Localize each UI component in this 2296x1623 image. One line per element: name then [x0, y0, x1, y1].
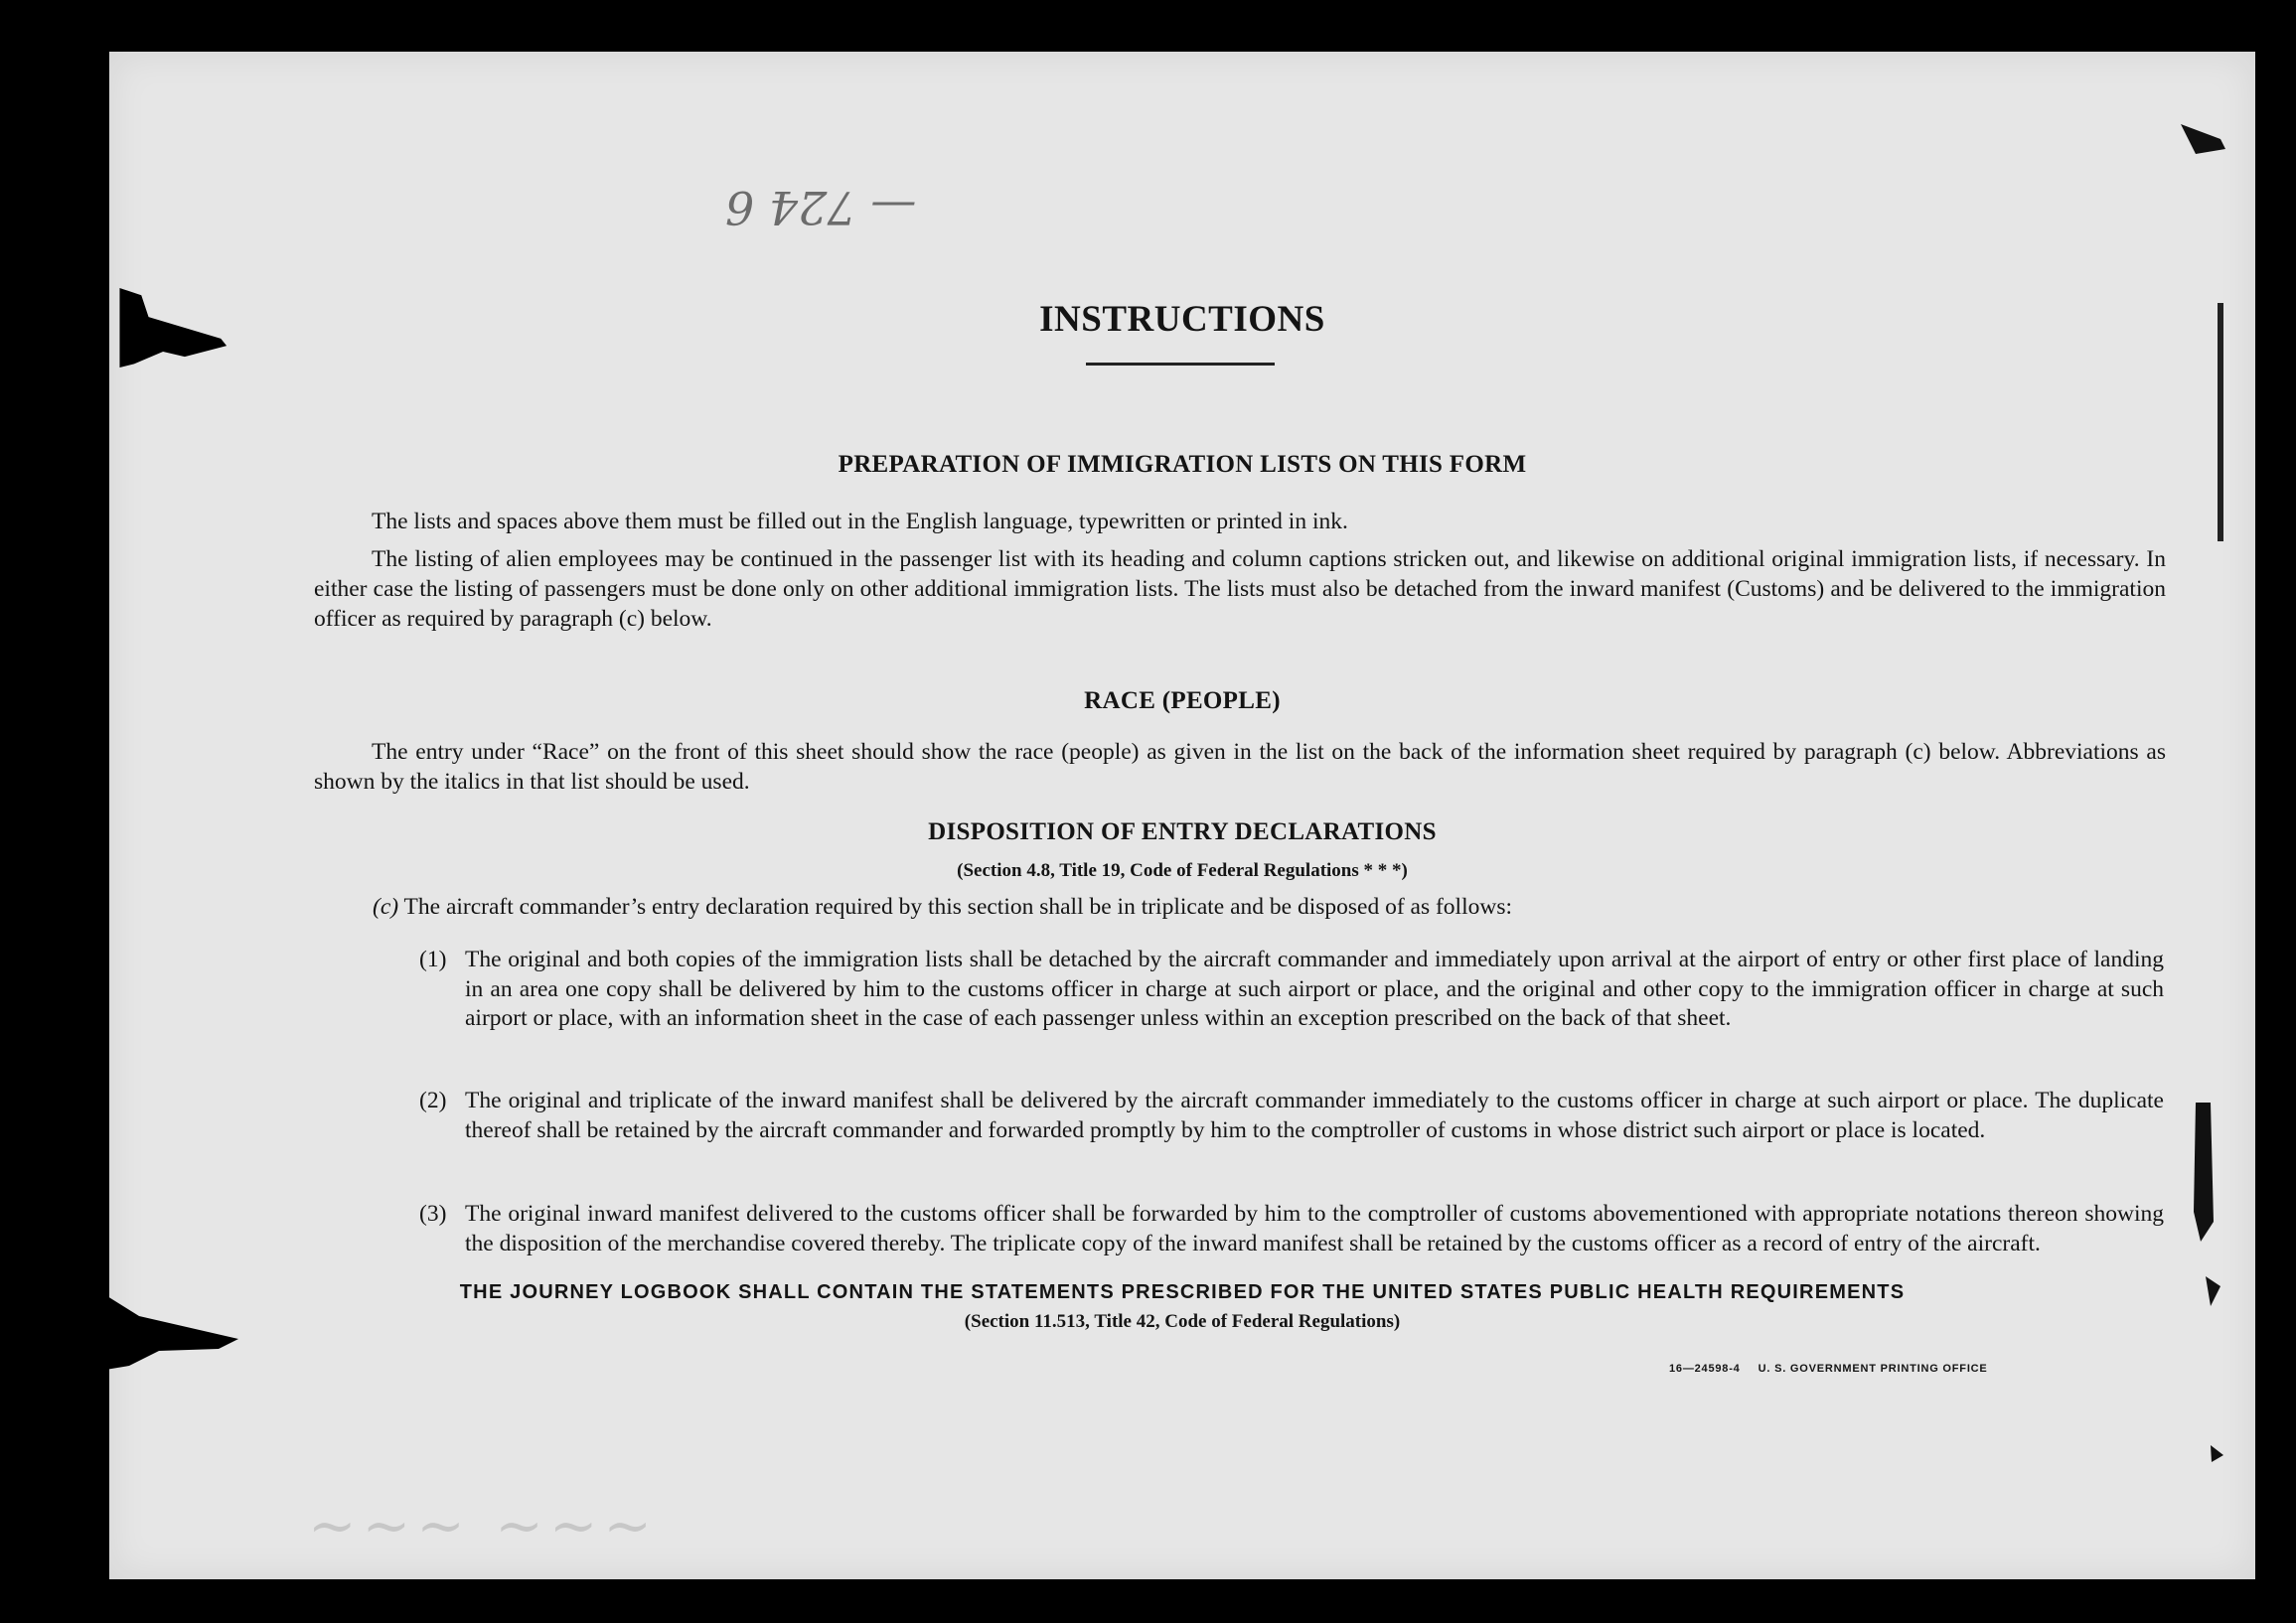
title-underline [1086, 363, 1275, 366]
paragraph-c-label: (c) [373, 894, 399, 920]
item-label: (3) [419, 1201, 447, 1227]
section-heading-race: RACE (PEOPLE) [1084, 687, 1281, 714]
page-title: INSTRUCTIONS [1039, 299, 1325, 340]
torn-edge-left-upper [99, 288, 248, 368]
print-office: U. S. GOVERNMENT PRINTING OFFICE [1758, 1363, 1988, 1375]
item-label: (1) [419, 947, 447, 972]
preparation-paragraph-2: The listing of alien employees may be continued in the passenger list with its heading and column captions stricken out, and likewise on additional original immigration lists, if necessary. In either case the listing of passengers must be done only on other additional immigration lists. The lists must also be detached from the inward manifest (Customs) and be delivered to the immigration officer as required by paragraph (c) below. [314, 546, 2166, 632]
section-heading-preparation: PREPARATION OF IMMIGRATION LISTS ON THIS FORM [838, 451, 1527, 478]
handwritten-note: — 724 6 [725, 181, 917, 234]
footer-statement: THE JOURNEY LOGBOOK SHALL CONTAIN THE STATEMENTS PRESCRIBED FOR THE UNITED STATES PUBLIC HEALTH REQUIREMENTS [459, 1281, 1906, 1303]
section-heading-disposition: DISPOSITION OF ENTRY DECLARATIONS [928, 818, 1437, 845]
printing-office-imprint [1669, 1363, 1988, 1375]
footer-citation: (Section 11.513, Title 42, Code of Federal Regulations) [964, 1311, 1401, 1332]
document-page [109, 52, 2255, 1579]
paragraph-c-text: The aircraft commander’s entry declaration required by this section shall be in triplicate and be disposed of as follows: [403, 894, 1513, 920]
item-label: (2) [419, 1088, 447, 1113]
disposition-item-1 [419, 946, 2164, 1034]
paragraph-c [373, 892, 2166, 922]
preparation-paragraph-1: The lists and spaces above them must be filled out in the English language, typewritten or printed in ink. [372, 509, 1348, 534]
torn-edge-left-lower [99, 1291, 248, 1371]
item-text: The original and both copies of the immigration lists shall be detached by the aircraft commander and immediately upon arrival at the airport of entry or other first place of landing in an area one copy shall be delivered by him to the customs officer in charge at such airport or place, and the original and other copy to the immigration officer in charge at such airport or place, with an information sheet in the case of each passenger unless within an exception prescribed on the back of that sheet. [465, 947, 2164, 1031]
faint-bleedthrough-signature: ~~~ ~~~ [308, 1492, 659, 1559]
print-code: 16—24598-4 [1669, 1363, 1741, 1375]
right-edge-marks [2176, 109, 2255, 1500]
disposition-item-3 [419, 1200, 2164, 1258]
race-paragraph: The entry under “Race” on the front of this sheet should show the race (people) as given in the list on the back of the information sheet required by paragraph (c) below. Abbreviations as shown by the italics in that list should be used. [314, 739, 2166, 795]
item-text: The original and triplicate of the inward manifest shall be delivered by the aircraft commander immediately to the customs officer in charge at such airport or place. The duplicate thereof shall be retained by the aircraft commander and forwarded promptly by him to the comptroller of customs in whose district such airport or place is located. [465, 1088, 2164, 1143]
item-text: The original inward manifest delivered to the customs officer shall be forwarded by him to the comptroller of customs abovementioned with appropriate notations thereon showing the disposition of the merchandise covered thereby. The triplicate copy of the inward manifest shall be retained by the customs officer as a record of entry of the aircraft. [465, 1201, 2164, 1256]
disposition-item-2 [419, 1087, 2164, 1145]
disposition-citation: (Section 4.8, Title 19, Code of Federal Regulations * * *) [957, 860, 1408, 881]
